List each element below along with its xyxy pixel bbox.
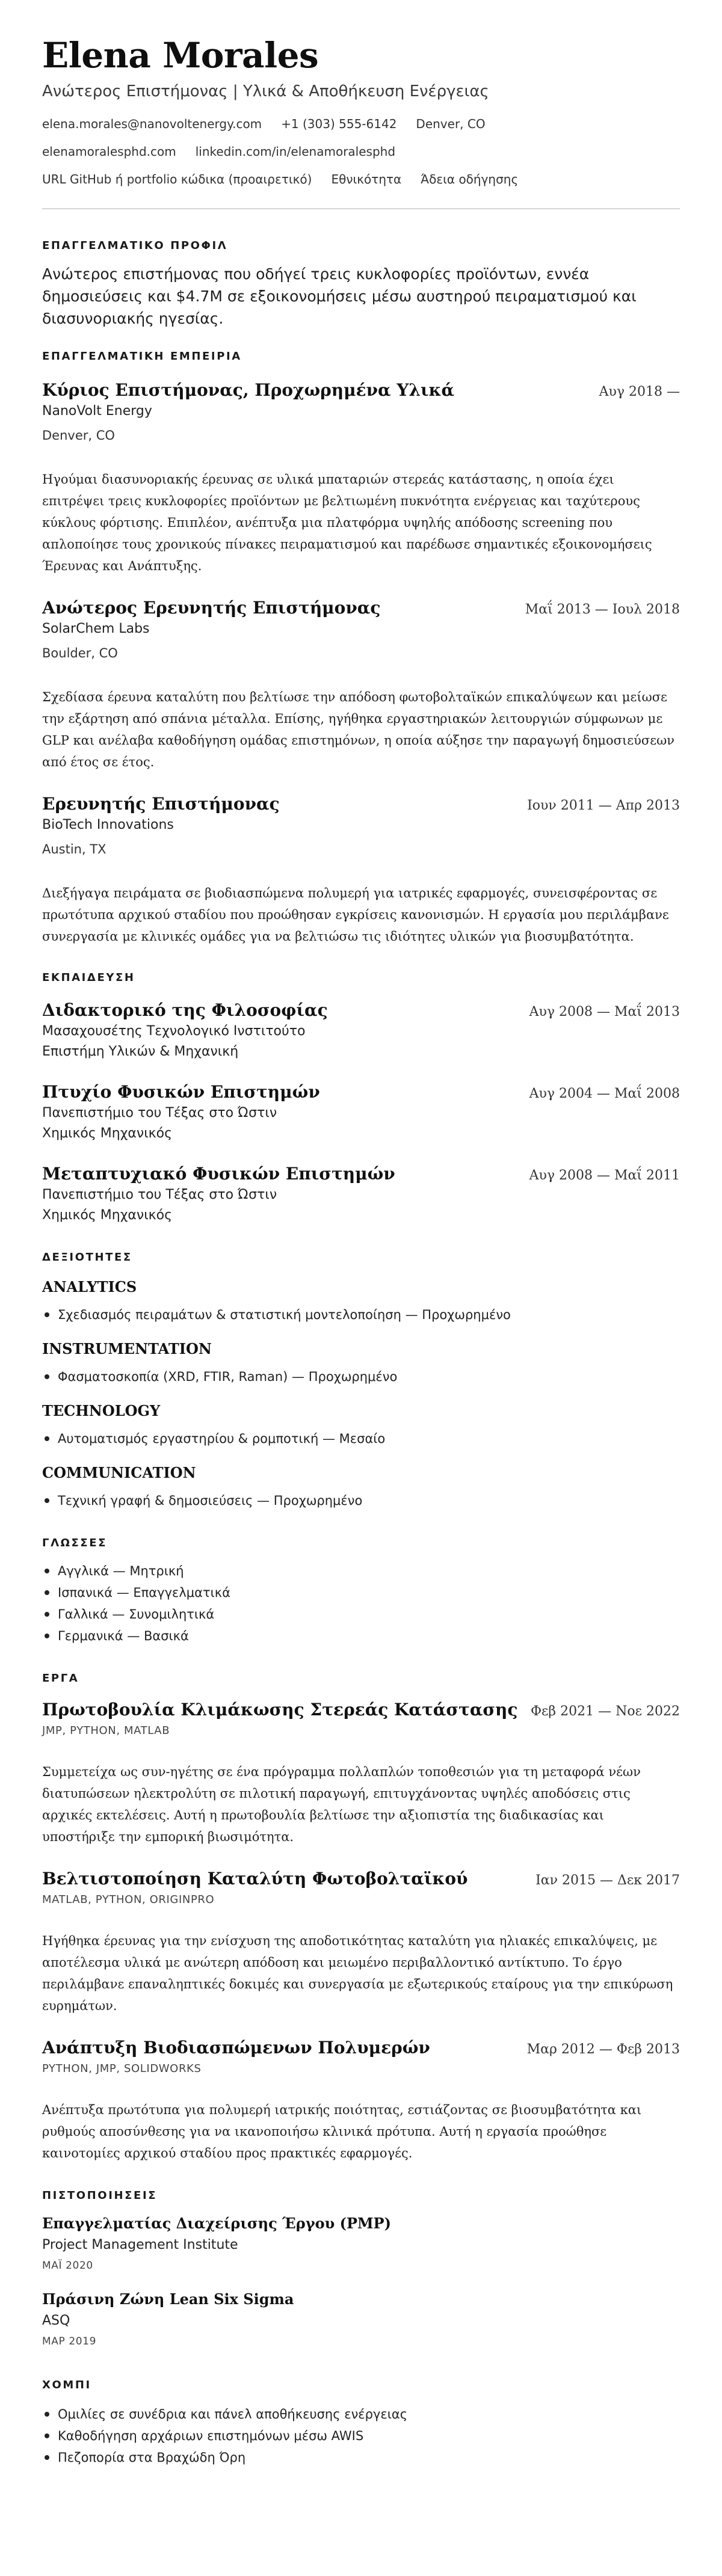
education-dates: Αυγ 2008 — Μαΐ 2013 (529, 1004, 680, 1019)
skill-category: TECHNOLOGY (42, 1402, 161, 1419)
certification-date: ΜΑΪ 2020 (42, 2260, 93, 2272)
education-dates: Αυγ 2004 — Μαΐ 2008 (529, 1086, 680, 1101)
education-field: Επιστήμη Υλικών & Μηχανική (42, 1044, 239, 1059)
hobby-item: Καθοδήγηση αρχάριων επιστημόνων μέσω AWIS (42, 2425, 680, 2447)
project-dates: Ιαν 2015 — Δεκ 2017 (535, 1873, 680, 1888)
education-school: Πανεπιστήμιο του Τέξας στο Ώστιν (42, 1187, 277, 1202)
education-item (42, 1081, 680, 1144)
experience-section (42, 350, 680, 947)
experience-company: NanoVolt Energy (42, 404, 152, 419)
education-section-title: ΕΚΠΑΙΔΕΥΣΗ (42, 971, 135, 984)
certifications-section (42, 2189, 680, 2347)
experience-location: Austin, TX (42, 842, 106, 856)
languages-section (42, 1537, 680, 1647)
experience-item (42, 597, 680, 773)
experience-role: Κύριος Επιστήμονας, Προχωρημένα Υλικά (42, 380, 455, 400)
resume-header (42, 35, 680, 188)
experience-company: SolarChem Labs (42, 621, 150, 636)
experience-item (42, 380, 680, 577)
contact-phone[interactable]: +1 (303) 555-6142 (281, 117, 397, 131)
hobby-item: Πεζοπορία στα Βραχώδη Όρη (42, 2447, 680, 2468)
candidate-headline: Ανώτερος Επιστήμονας | Υλικά & Αποθήκευση Ενέργειας (42, 82, 489, 100)
projects-section (42, 1672, 680, 2164)
project-tech: JMP, PYTHON, MATLAB (42, 1724, 170, 1737)
certifications-section-title: ΠΙΣΤΟΠΟΙΗΣΕΙΣ (42, 2189, 158, 2202)
contact-linkedin[interactable]: linkedin.com/in/elenamoralesphd (195, 144, 396, 159)
experience-description: Ηγούμαι διασυνοριακής έρευνας σε υλικά μπαταριών στερεάς κατάστασης, η οποία έχει επιτρέψει τρεις κυκλοφορίες προϊόντων με βελτιωμένη πυκνότητα ενέργειας και ταχύτερους κύκλους φόρτισης. Επιπλέον, ανέπτυξα μια πλατφόρμα υψηλής απόδοσης screening που απλοποίησε τους χρονικούς πίνακες πειραματισμού και παρέδωσε σημαντικές εξοικονομήσεις Έρευνας και Ανάπτυξης. (42, 472, 652, 573)
experience-item (42, 793, 680, 947)
project-item (42, 1868, 680, 2017)
certification-issuer: ASQ (42, 2313, 70, 2328)
skill-category: ANALYTICS (42, 1278, 137, 1296)
project-item (42, 2037, 680, 2164)
experience-section-title: ΕΠΑΓΓΕΛΜΑΤΙΚΗ ΕΜΠΕΙΡΙΑ (42, 350, 242, 363)
certification-item (42, 2290, 680, 2347)
skill-item: Σχεδιασμός πειραμάτων & στατιστική μοντελοποίηση — Προχωρημένο (42, 1304, 680, 1326)
skills-section-title: ΔΕΞΙΟΤΗΤΕΣ (42, 1251, 132, 1264)
skill-group (42, 1340, 680, 1388)
project-name: Ανάπτυξη Βιοδιασπώμενων Πολυμερών (42, 2038, 430, 2058)
skills-section (42, 1251, 680, 1511)
experience-dates: Μαΐ 2013 — Ιουλ 2018 (525, 602, 680, 617)
language-item: Αγγλικά — Μητρική (42, 1560, 680, 1582)
experience-role: Ανώτερος Ερευνητής Επιστήμονας (42, 598, 381, 618)
project-dates: Μαρ 2012 — Φεβ 2013 (526, 2042, 680, 2057)
language-item: Γαλλικά — Συνομιλητικά (42, 1603, 680, 1625)
education-school: Μασαχουσέτης Τεχνολογικό Ινστιτούτο (42, 1024, 306, 1039)
projects-section-title: ΕΡΓΑ (42, 1672, 79, 1685)
education-degree: Διδακτορικό της Φιλοσοφίας (42, 1000, 328, 1020)
contact-row-links (42, 143, 680, 160)
experience-location: Boulder, CO (42, 646, 118, 660)
experience-dates: Ιουν 2011 — Απρ 2013 (527, 798, 680, 813)
profile-section (42, 239, 680, 330)
hobbies-section (42, 2379, 680, 2468)
education-degree: Μεταπτυχιακό Φυσικών Επιστημών (42, 1164, 395, 1184)
header-divider (42, 208, 680, 209)
skill-group (42, 1402, 680, 1449)
project-name: Βελτιστοποίηση Καταλύτη Φωτοβολταϊκού (42, 1869, 468, 1889)
certification-issuer: Project Management Institute (42, 2237, 238, 2252)
skill-group (42, 1464, 680, 1511)
project-dates: Φεβ 2021 — Νοε 2022 (531, 1704, 680, 1719)
education-degree: Πτυχίο Φυσικών Επιστημών (42, 1082, 320, 1102)
language-item: Ισπανικά — Επαγγελματικά (42, 1582, 680, 1603)
hobby-item: Ομιλίες σε συνέδρια και πάνελ αποθήκευσης ενέργειας (42, 2403, 680, 2425)
skill-item: Φασματοσκοπία (XRD, FTIR, Raman) — Προχωρημένο (42, 1366, 680, 1388)
project-description: Ανέπτυξα πρωτότυπα για πολυμερή ιατρικής ποιότητας, εστιάζοντας σε βιοσυμβατότητα και ρυθμούς αποσύνθεσης για να ικανοποιήσω κλινικά πρότυπα. Αυτή η εργασία προώθησε καινοτομίες αρχικού σταδίου προς πρακτικές εφαρμογές. (42, 2103, 642, 2160)
contact-nationality: Εθνικότητα (331, 172, 402, 186)
project-tech: MATLAB, PYTHON, ORIGINPRO (42, 1893, 215, 1906)
skill-item: Αυτοματισμός εργαστηρίου & ρομποτική — Μεσαίο (42, 1428, 680, 1449)
experience-description: Σχεδίασα έρευνα καταλύτη που βελτίωσε την απόδοση φωτοβολταϊκών επικαλύψεων και μείωσε την εξάρτηση από σπάνια μέταλλα. Επίσης, ηγήθηκα εργαστηριακών λειτουργιών σύμφωνων με GLP και ανέλαβα καθοδήγηση ομάδας επιστημόνων, η οποία αύξησε την παραγωγή δημοσιεύσεων από έτος σε έτος. (42, 690, 674, 769)
certification-item (42, 2214, 680, 2272)
education-dates: Αυγ 2008 — Μαΐ 2011 (529, 1168, 680, 1183)
languages-section-title: ΓΛΩΣΣΕΣ (42, 1537, 108, 1549)
contact-row-extra (42, 171, 680, 188)
certification-name: Πράσινη Ζώνη Lean Six Sigma (42, 2290, 294, 2308)
certification-date: ΜΑΡ 2019 (42, 2335, 97, 2347)
contact-website[interactable]: elenamoralesphd.com (42, 144, 176, 159)
education-item (42, 1163, 680, 1226)
contact-email[interactable]: elena.morales@nanovoltenergy.com (42, 117, 262, 131)
contact-drivers-license: Άδεια οδήγησης (421, 172, 519, 186)
experience-company: BioTech Innovations (42, 817, 174, 832)
experience-role: Ερευνητής Επιστήμονας (42, 794, 280, 814)
hobbies-section-title: ΧΟΜΠΙ (42, 2379, 91, 2391)
contact-github-placeholder: URL GitHub ή portfolio κώδικα (προαιρετικό) (42, 172, 312, 186)
project-tech: PYTHON, JMP, SOLIDWORKS (42, 2062, 202, 2075)
skill-item: Τεχνική γραφή & δημοσιεύσεις — Προχωρημένο (42, 1490, 680, 1511)
education-item (42, 1000, 680, 1062)
experience-description: Διεξήγαγα πειράματα σε βιοδιασπώμενα πολυμερή για ιατρικές εφαρμογές, συνεισφέροντας σε πρωτότυπα αρχικού σταδίου που προώθησαν εγκρίσεις κανονισμών. Η εργασία μου περιλάμβανε συνεργασία με κλινικές ομάδες για να βελτιώσω τις ιδιότητες υλικών για βιοσυμβατότητα. (42, 886, 669, 944)
certification-name: Επαγγελματίας Διαχείρισης Έργου (PMP) (42, 2215, 391, 2232)
skill-group (42, 1278, 680, 1326)
candidate-name: Elena Morales (42, 35, 319, 76)
education-school: Πανεπιστήμιο του Τέξας στο Ώστιν (42, 1105, 277, 1120)
skill-category: INSTRUMENTATION (42, 1340, 212, 1357)
education-field: Χημικός Μηχανικός (42, 1126, 172, 1141)
education-section (42, 971, 680, 1226)
project-description: Ηγήθηκα έρευνας για την ενίσχυση της αποδοτικότητας καταλύτη για ηλιακές επικαλύψεις, με αποτέλεσμα υλικά με ανώτερη απόδοση και μειωμένο περιβαλλοντικό αντίκτυπο. Το έργο περιλάμβανε επαναληπτικές δοκιμές και συνεργασία με εξωτερικούς εταίρους για την επικύρωση ευρημάτων. (42, 1934, 673, 2013)
contact-row-primary (42, 115, 680, 132)
skill-category: COMMUNICATION (42, 1464, 196, 1481)
contact-location: Denver, CO (416, 117, 486, 131)
project-description: Συμμετείχα ως συν-ηγέτης σε ένα πρόγραμμα πολλαπλών τοποθεσιών για τη μεταφορά νέων διατυπώσεων ηλεκτρολύτη σε πιλοτική παραγωγή, επιτυγχάνοντας υψηλές αποδόσεις στις αρχικές εκτελέσεις. Αυτή η πρωτοβουλία βελτίωσε την αξιοπιστία της διαδικασίας και υποστήριξε την εμπορική βιωσιμότητα. (42, 1765, 641, 1844)
experience-location: Denver, CO (42, 428, 115, 443)
project-item (42, 1699, 680, 1848)
profile-section-title: ΕΠΑΓΓΕΛΜΑΤΙΚΟ ΠΡΟΦΙΛ (42, 239, 228, 252)
project-name: Πρωτοβουλία Κλιμάκωσης Στερεάς Κατάστασης (42, 1700, 518, 1720)
profile-summary: Ανώτερος επιστήμονας που οδήγεί τρεις κυκλοφορίες προϊόντων, εννέα δημοσιεύσεις και $4.7M σε εξοικονομήσεις μέσω αυστηρού πειραματισμού και διασυνοριακής ηγεσίας. (42, 265, 637, 327)
education-field: Χημικός Μηχανικός (42, 1208, 172, 1223)
experience-dates: Αυγ 2018 — (599, 384, 680, 399)
language-item: Γερμανικά — Βασικά (42, 1625, 680, 1647)
